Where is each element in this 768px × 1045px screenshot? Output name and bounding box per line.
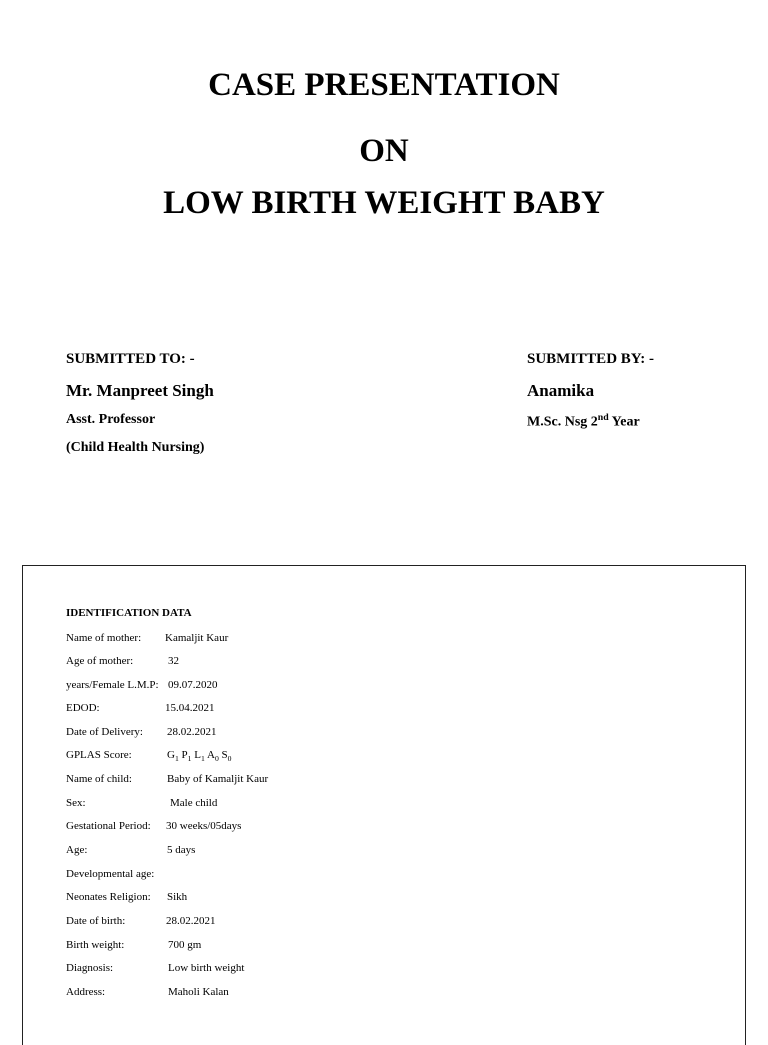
identification-panel: IDENTIFICATION DATA Name of mother: Kamaljit Kaur Age of mother: 32 years/Female L.M.P: 09.07.2020 EDOD: 15.04.2021 Date of Delivery: 28.02.2021 GPLAS Score: $G_1$ $P_1$ $L_1$ $A_0$ $S_0$ Name of child: Baby of Kamaljit Kaur Sex: Male child Gestational Period: 30 weeks/05days Age: 5 days Developmental age: Neonates Religion: Sikh Date of birth: 28.02.2021 Birth weight: 700 gm Diagnosis: Low birth weight Address: Maholi Kalan <box>22 565 746 1045</box>
title-line-2: ON <box>359 133 409 169</box>
gplas-value: $G_1$ $P_1$ $L_1$ $A_0$ $S_0$ <box>167 749 232 764</box>
identification-heading: IDENTIFICATION DATA <box>66 607 192 619</box>
submitted-by-course: M.Sc. Nsg 2nd Year <box>527 412 640 430</box>
submitted-by-name: Anamika <box>527 381 595 400</box>
submitted-by-heading: SUBMITTED BY: - <box>527 351 654 367</box>
submitted-to-heading: SUBMITTED TO: - <box>66 351 195 367</box>
title-line-3: LOW BIRTH WEIGHT BABY <box>163 185 605 221</box>
submitted-to-role: Asst. Professor <box>66 412 156 427</box>
title-line-1: CASE PRESENTATION <box>208 67 560 103</box>
submitted-to-dept: (Child Health Nursing) <box>66 440 205 455</box>
submitted-to-name: Mr. Manpreet Singh <box>66 381 214 400</box>
